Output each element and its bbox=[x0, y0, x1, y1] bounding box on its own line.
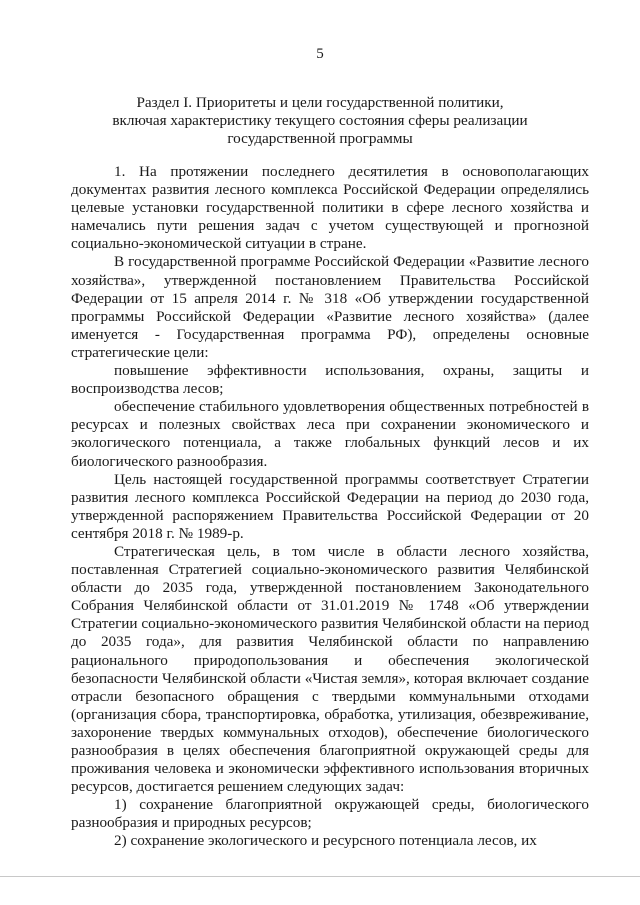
section-heading-line-2: включая характеристику текущего состояния сферы реализации bbox=[112, 112, 528, 129]
paragraph-6: Стратегическая цель, в том числе в области лесного хозяйства, поставленная Стратегией социально-экономического развития Челябинской области до 2035 года, утвержденной постановлением Законодательного Собрания Челябинской области от 31.01.2019 № 1748 «Об утверждении Стратегии социально-экономического развития Челябинской области на период до 2035 года», для развития Челябинской области по направлению рационального природопользования и обеспечения экологической безопасности Челябинской области «Чистая земля», которая включает создание отрасли безопасного обращения с твердыми коммунальными отходами (организация сбора, транспортировка, обработка, утилизация, обезвреживание, захоронение твердых коммунальных отходов), обеспечение биологического разнообразия в целях обеспечения благоприятной окружающей среды для проживания человека и экономически эффективного использования вторичных ресурсов, достигается решением следующих задач: bbox=[71, 542, 589, 796]
paragraph-5: Цель настоящей государственной программы соответствует Стратегии развития лесного комплекса Российской Федерации на период до 2030 года, утвержденной распоряжением Правительства Российской Федерации от 20 сентября 2018 г. № 1989-р. bbox=[71, 470, 589, 542]
section-heading bbox=[110, 94, 530, 148]
paragraph-2: В государственной программе Российской Федерации «Развитие лесного хозяйства», утвержденной постановлением Правительства Российской Федерации от 15 апреля 2014 г. № 318 «Об утверждении государственной программы Российской Федерации «Развитие лесного хозяйства» (далее именуется - Государственная программа РФ), определены основные стратегические цели: bbox=[71, 253, 589, 361]
paragraph-3: повышение эффективности использования, охраны, защиты и воспроизводства лесов; bbox=[71, 362, 589, 398]
paragraph-8: 2) сохранение экологического и ресурсного потенциала лесов, их bbox=[114, 832, 537, 850]
page-number: 5 bbox=[316, 46, 324, 62]
section-heading-line-3: государственной программы bbox=[227, 130, 413, 147]
page-bottom-edge bbox=[0, 876, 640, 877]
paragraph-1: 1. На протяжении последнего десятилетия в основополагающих документах развития лесного комплекса Российской Федерации определялись целевые установки государственной политики в сфере лесного хозяйства и намечались пути решения задач с учетом существующей и прогнозной социально-экономической ситуации в стране. bbox=[71, 163, 589, 253]
paragraph-4: обеспечение стабильного удовлетворения общественных потребностей в ресурсах и полезных свойствах леса при сохранении экономического и экологического потенциала, а также глобальных функций лесов и их биологического разнообразия. bbox=[71, 398, 589, 470]
document-body bbox=[71, 163, 589, 851]
section-heading-line-1: Раздел I. Приоритеты и цели государственной политики, bbox=[136, 94, 504, 111]
paragraph-7: 1) сохранение благоприятной окружающей среды, биологического разнообразия и природных ресурсов; bbox=[71, 796, 589, 832]
